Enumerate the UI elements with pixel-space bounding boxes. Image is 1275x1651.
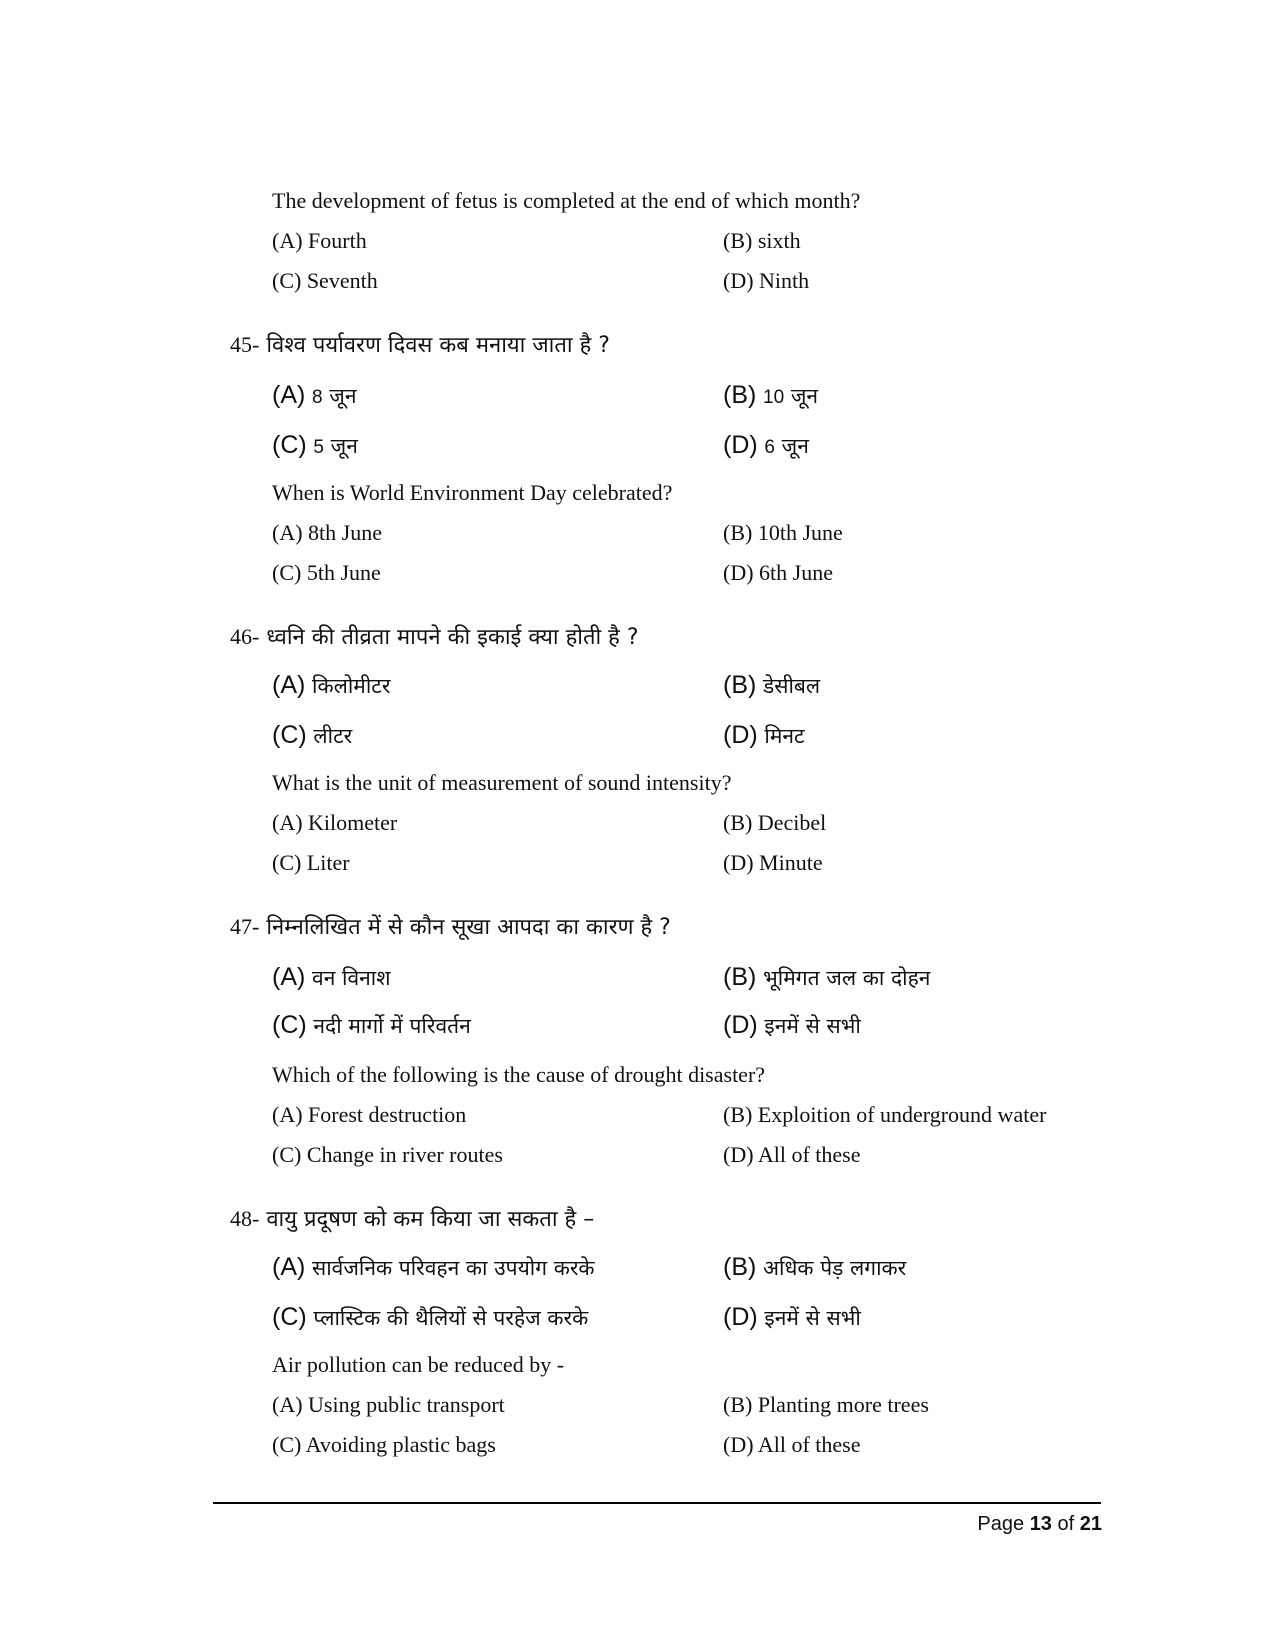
q46-hi-question xyxy=(230,622,639,653)
q48-number: 48- xyxy=(230,1206,260,1231)
q48-hi-option-c: (C) प्लास्टिक की थैलियों से परहेज करके xyxy=(272,1303,589,1331)
q48-en-question: Air pollution can be reduced by - xyxy=(272,1352,565,1377)
q47-hi-question xyxy=(230,912,671,943)
q47-hi-option-d: (D) इनमें से सभी xyxy=(723,1011,861,1039)
q47-en-question: Which of the following is the cause of drought disaster? xyxy=(272,1062,766,1087)
q46-hi-option-a: (A) किलोमीटर xyxy=(272,671,391,699)
q47-hi-option-b: (B) भूमिगत जल का दोहन xyxy=(723,963,931,991)
q45-en-option-a: (A) 8th June xyxy=(272,520,382,545)
q45-hi-option-d: (D) 6 जून xyxy=(723,431,809,459)
q45-hi-question xyxy=(230,330,610,361)
q46-en-option-a: (A) Kilometer xyxy=(272,810,398,835)
q46-en-option-b: (B) Decibel xyxy=(723,810,827,835)
q46-hi-option-d: (D) मिनट xyxy=(723,721,805,749)
q44-en-option-b: (B) sixth xyxy=(723,228,801,253)
q45-en-option-b: (B) 10th June xyxy=(723,520,843,545)
q47-hi-option-c: (C) नदी मार्गो में परिवर्तन xyxy=(272,1011,471,1039)
q45-en-option-c: (C) 5th June xyxy=(272,560,381,585)
q47-en-option-b: (B) Exploition of underground water xyxy=(723,1102,1047,1127)
q45-hi-option-b: (B) 10 जून xyxy=(723,381,819,409)
q46-hi-question-text: ध्वनि की तीव्रता मापने की इकाई क्या होती है ? xyxy=(266,625,639,650)
current-page: 13 xyxy=(1029,1513,1052,1535)
q45-hi-option-c: (C) 5 जून xyxy=(272,431,358,459)
q46-number: 46- xyxy=(230,624,260,649)
q48-hi-question xyxy=(230,1204,594,1235)
q48-hi-option-a: (A) सार्वजनिक परिवहन का उपयोग करके xyxy=(272,1253,595,1281)
q48-hi-question-text: वायु प्रदूषण को कम किया जा सकता है – xyxy=(266,1207,595,1232)
q45-hi-option-a: (A) 8 जून xyxy=(272,381,357,409)
q45-en-option-d: (D) 6th June xyxy=(723,560,833,585)
q48-en-option-a: (A) Using public transport xyxy=(272,1392,505,1417)
q44-en-question: The development of fetus is completed at the end of which month? xyxy=(272,188,861,213)
q45-en-question: When is World Environment Day celebrated? xyxy=(272,480,673,505)
q47-en-option-c: (C) Change in river routes xyxy=(272,1142,503,1167)
q47-en-option-a: (A) Forest destruction xyxy=(272,1102,467,1127)
q48-en-option-c: (C) Avoiding plastic bags xyxy=(272,1432,496,1457)
q45-number: 45- xyxy=(230,332,260,357)
footer-divider xyxy=(213,1502,1101,1504)
q48-hi-option-b: (B) अधिक पेड़ लगाकर xyxy=(723,1253,907,1281)
q44-en-option-a: (A) Fourth xyxy=(272,228,367,253)
q47-en-option-d: (D) All of these xyxy=(723,1142,861,1167)
q48-en-option-d: (D) All of these xyxy=(723,1432,861,1457)
q46-en-option-c: (C) Liter xyxy=(272,850,350,875)
q46-hi-option-b: (B) डेसीबल xyxy=(723,671,821,699)
q46-en-question: What is the unit of measurement of sound intensity? xyxy=(272,770,732,795)
q46-hi-option-c: (C) लीटर xyxy=(272,721,353,749)
q47-hi-option-a: (A) वन विनाश xyxy=(272,963,391,991)
q48-en-option-b: (B) Planting more trees xyxy=(723,1392,929,1417)
total-pages: 21 xyxy=(1079,1513,1102,1535)
q47-number: 47- xyxy=(230,914,260,939)
q44-en-option-d: (D) Ninth xyxy=(723,268,810,293)
q44-en-option-c: (C) Seventh xyxy=(272,268,378,293)
q45-hi-question-text: विश्व पर्यावरण दिवस कब मनाया जाता है ? xyxy=(266,333,610,358)
q46-en-option-d: (D) Minute xyxy=(723,850,823,875)
page-number: Page 13 of 21 xyxy=(977,1513,1102,1535)
q48-hi-option-d: (D) इनमें से सभी xyxy=(723,1303,861,1331)
q47-hi-question-text: निम्नलिखित में से कौन सूखा आपदा का कारण है ? xyxy=(266,915,671,940)
